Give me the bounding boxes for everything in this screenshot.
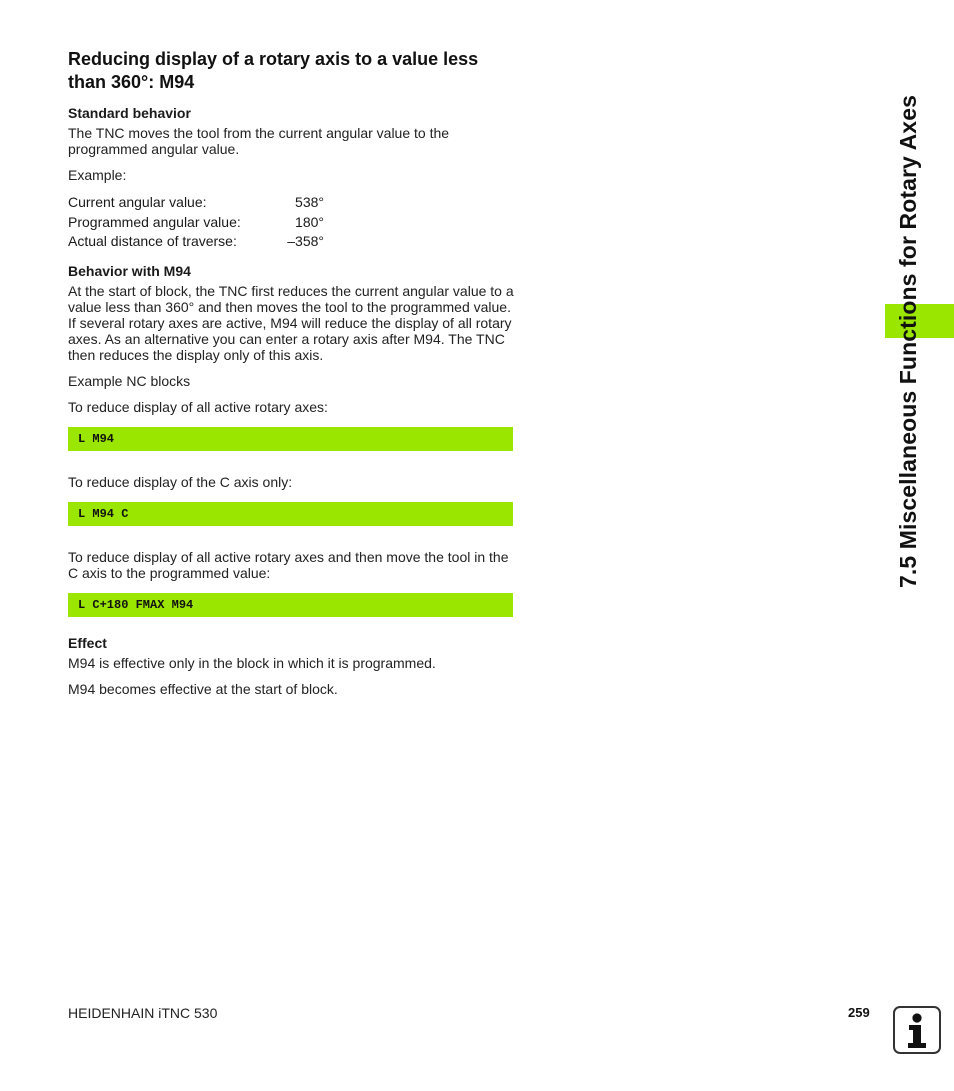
effect-text-1: M94 is effective only in the block in which it is programmed. bbox=[68, 654, 436, 671]
page-number: 259 bbox=[848, 1005, 870, 1020]
row-value: 538° bbox=[295, 194, 324, 210]
page-title: Reducing display of a rotary axis to a value less than 360°: M94 bbox=[68, 49, 479, 92]
row-label: Programmed angular value: bbox=[68, 213, 241, 230]
nc-example-label: Example NC blocks bbox=[68, 372, 191, 389]
info-glyph-icon bbox=[895, 1008, 939, 1052]
code-block-all-axes: L M94 bbox=[68, 427, 513, 451]
table-row bbox=[68, 193, 324, 213]
case-move-c-axis-text: To reduce display of all active rotary axes and then move the tool in the C axis to the programmed value: bbox=[68, 548, 509, 581]
standard-behavior-text: The TNC moves the tool from the current angular value to the programmed angular value. bbox=[68, 125, 450, 157]
row-value: 180° bbox=[295, 213, 324, 230]
footer-brand: HEIDENHAIN iTNC 530 bbox=[68, 1005, 218, 1021]
example-label: Example: bbox=[68, 167, 127, 183]
example-values-table bbox=[68, 193, 324, 252]
row-value: –358° bbox=[287, 233, 324, 249]
m94-behavior-heading: Behavior with M94 bbox=[68, 262, 191, 279]
table-row bbox=[68, 232, 324, 252]
effect-text-2: M94 becomes effective at the start of block. bbox=[68, 680, 338, 697]
code-block-move-c-axis: L C+180 FMAX M94 bbox=[68, 593, 513, 617]
row-label: Current angular value: bbox=[68, 194, 207, 210]
case-all-axes-text: To reduce display of all active rotary axes: bbox=[68, 398, 328, 415]
effect-heading: Effect bbox=[68, 634, 107, 651]
info-icon bbox=[893, 1006, 941, 1054]
main-content bbox=[68, 48, 518, 707]
table-row bbox=[68, 213, 324, 233]
m94-behavior-text: At the start of block, the TNC first reduces the current angular value to a value less than 360° and then moves the tool to the programmed value. If several rotary axes are active, M94 will reduce the display of all rotary axes. As an alternative you can enter a rotary axis after M94. The TNC then reduces the display only of this axis. bbox=[68, 282, 514, 363]
chapter-sidebar-title: 7.5 Miscellaneous Functions for Rotary Axes bbox=[895, 95, 921, 588]
standard-behavior-heading: Standard behavior bbox=[68, 105, 191, 121]
case-c-axis-text: To reduce display of the C axis only: bbox=[68, 473, 293, 490]
code-block-c-axis: L M94 C bbox=[68, 502, 513, 526]
row-label: Actual distance of traverse: bbox=[68, 233, 237, 249]
